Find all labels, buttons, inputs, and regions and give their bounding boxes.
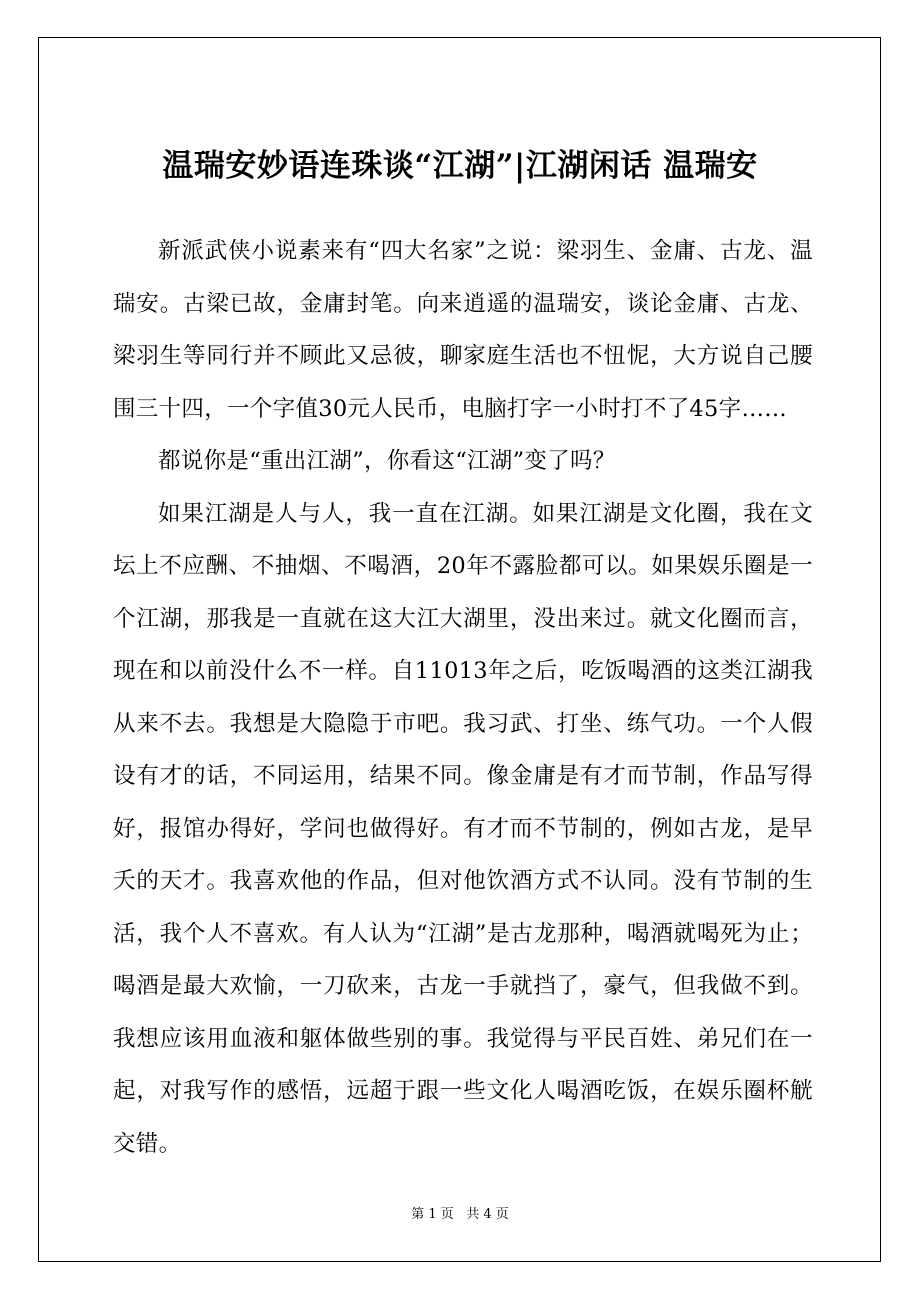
paragraph-intro: 新派武侠小说素来有“四大名家”之说：梁羽生、金庸、古龙、温瑞安。古梁已故，金庸封笔。向来逍遥的温瑞安，谈论金庸、古龙、梁羽生等同行并不顾此又忌彼，聊家庭生活也不忸怩，大方说自己腰围三十四，一个字值30元人民币，电脑打字一小时打不了45字…… <box>113 238 813 422</box>
paragraph-answer: 如果江湖是人与人，我一直在江湖。如果江湖是文化圈，我在文坛上不应酬、不抽烟、不喝酒，20年不露脸都可以。如果娱乐圈是一个江湖，那我是一直就在这大江大湖里，没出来过。就文化圈而言，现在和以前没什么不一样。自11013年之后，吃饭喝酒的这类江湖我从来不去。我想是大隐隐于市吧。我习武、打坐、练气功。一个人假设有才的话，不同运用，结果不同。像金庸是有才而节制，作品写得好，报馆办得好，学问也做得好。有才而不节制的，例如古龙，是早夭的天才。我喜欢他的作品，但对他饮酒方式不认同。没有节制的生活，我个人不喜欢。有人认为“江湖”是古龙那种，喝酒就喝死为止；喝酒是最大欢愉，一刀砍来，古龙一手就挡了，豪气，但我做不到。我想应该用血液和躯体做些别的事。我觉得与平民百姓、弟兄们在一起，对我写作的感悟，远超于跟一些文化人喝酒吃饭，在娱乐圈杯觥交错。 <box>113 500 813 1157</box>
document-body <box>113 225 813 1170</box>
document-title: 温瑞安妙语连珠谈“江湖”|江湖闲话 温瑞安 <box>162 148 758 184</box>
page-number: 第 1 页 共 4 页 <box>411 1207 509 1222</box>
paragraph-question: 都说你是“重出江湖”，你看这“江湖”变了吗？ <box>158 448 616 474</box>
